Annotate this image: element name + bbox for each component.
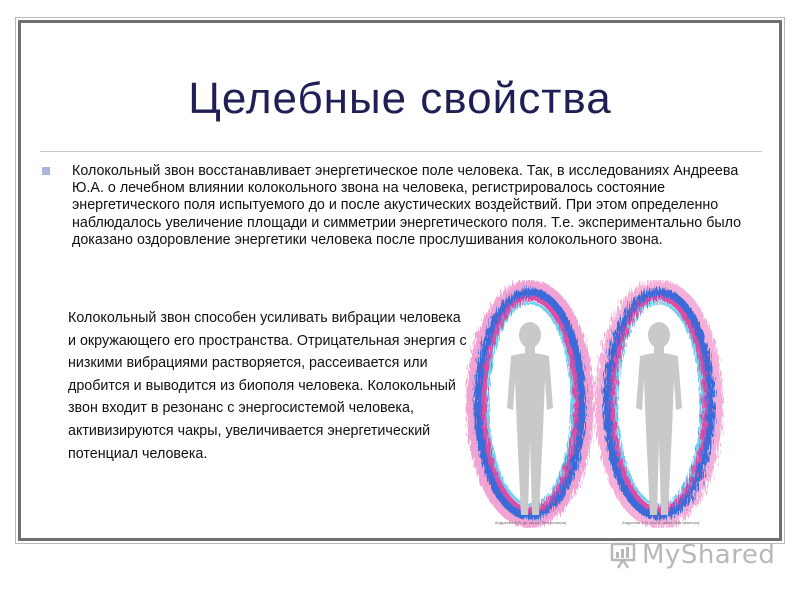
title-divider [40,151,762,152]
bullet-square-icon [42,167,50,175]
bullet-paragraph: Колокольный звон восстанавливает энергетическое поле человека. Так, в исследованиях Андреева Ю.А. о лечебном влиянии колокольного звона на человека, регистрировалось состояние энергетического поля испытуемого до и после акустических воздействий. При этом определенно наблюдалось увеличение площади и симметрии энергетического поля. Т.е. экспериментально было доказано оздоровление энергетики человека после прослушивания колокольного звона. [72,163,742,248]
image-caption-left: Андреева А.В. до звона (без фильтра) [495,520,567,525]
slide-title: Целебные свойства [188,74,612,123]
aura-before-image [465,280,595,528]
watermark-text: MyShared [642,540,776,570]
watermark [610,540,775,570]
image-caption-right: Андреева А.В. после звона (без фильтра) [622,520,700,525]
body-paragraph: Колокольный звон способен усиливать вибрации человека и окружающего его пространства. Отрицательная энергия с низкими вибрациями растворяется, рассеивается или дробится и выводится из биополя человека. Колокольный звон входит в резонанс с энергосистемой человека, активизируются чакры, увеличивается энергетический потенциал человека. [68,310,467,462]
presentation-icon [610,540,636,570]
aura-after-image [594,280,724,528]
